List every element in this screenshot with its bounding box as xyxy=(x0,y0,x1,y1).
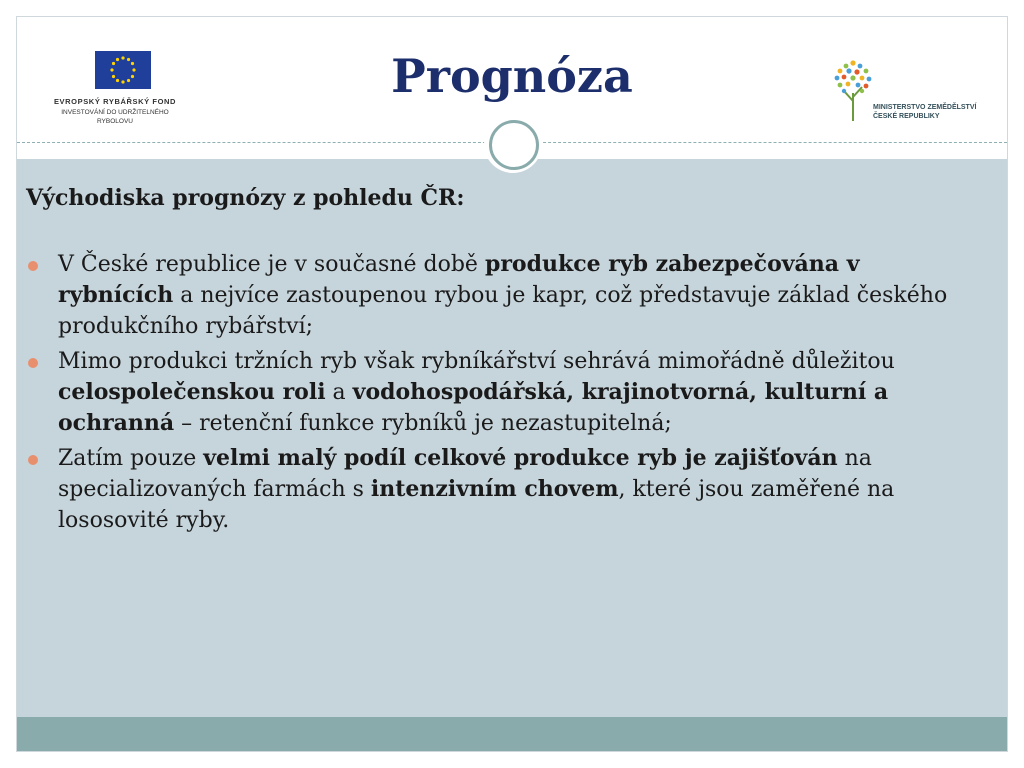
bullet-icon xyxy=(28,455,38,465)
bullet-icon xyxy=(28,261,38,271)
eu-logo-subtitle-line2: RYBOLOVU xyxy=(96,118,133,125)
eu-logo-name: EVROPSKÝ RYBÁŘSKÝ FOND xyxy=(53,97,177,106)
bullet-item-2 xyxy=(26,346,956,439)
eu-flag-icon xyxy=(95,51,151,89)
bullet-icon xyxy=(28,358,38,368)
bullet-1-text-a: V České republice je v současné době xyxy=(58,251,485,277)
tree-icon xyxy=(829,57,877,123)
eu-logo-subtitle-line1: INVESTOVÁNÍ DO UDRŽITELNÉHO xyxy=(61,109,169,116)
ministry-logo-line2: ČESKÉ REPUBLIKY xyxy=(873,113,940,120)
circle-ornament-ring xyxy=(489,120,539,170)
bullet-3-text-b: na specializovaných farmách s xyxy=(58,445,872,502)
eu-logo-subtitle xyxy=(35,108,195,126)
bullet-item-1 xyxy=(26,249,956,342)
bullet-3-bold-a: velmi malý podíl celkové produkce ryb je zajišťován xyxy=(203,444,838,471)
bullet-list xyxy=(26,249,956,536)
ministry-of-agriculture-logo xyxy=(829,57,979,127)
content-subheading: Východiska prognózy z pohledu ČR: xyxy=(26,185,465,211)
ministry-logo-line1: MINISTERSTVO ZEMĚDĚLSTVÍ xyxy=(873,104,977,111)
ministry-logo-text xyxy=(873,103,983,121)
slide-title: Prognóza xyxy=(391,49,633,103)
bullet-2-text-a: Mimo produkci tržních ryb však rybníkářství sehrává mimořádně důležitou xyxy=(58,348,895,374)
bullet-2-text-b: a xyxy=(325,379,353,405)
slide-footer-band xyxy=(17,717,1007,751)
bullet-2-text-c: – retenční funkce rybníků je nezastupitelná; xyxy=(174,410,672,436)
bullet-2-bold-a: celospolečenskou roli xyxy=(58,378,326,405)
bullet-1-bold-a: produkce ryb zabezpečována v rybnících xyxy=(58,250,860,308)
bullet-3-text-c: , které jsou zaměřené na lososovité ryby. xyxy=(58,476,895,533)
bullet-item-3 xyxy=(26,443,956,536)
bullet-1-text-b: a nejvíce zastoupenou rybou je kapr, což představuje základ českého produkčního rybářství; xyxy=(58,282,948,339)
bullet-3-text-a: Zatím pouze xyxy=(58,445,204,471)
bullet-2-bold-b: vodohospodářská, krajinotvorná, kulturní a ochranná xyxy=(58,378,889,436)
slide-content xyxy=(26,184,956,540)
bullet-3-bold-b: intenzivním chovem xyxy=(370,475,619,502)
